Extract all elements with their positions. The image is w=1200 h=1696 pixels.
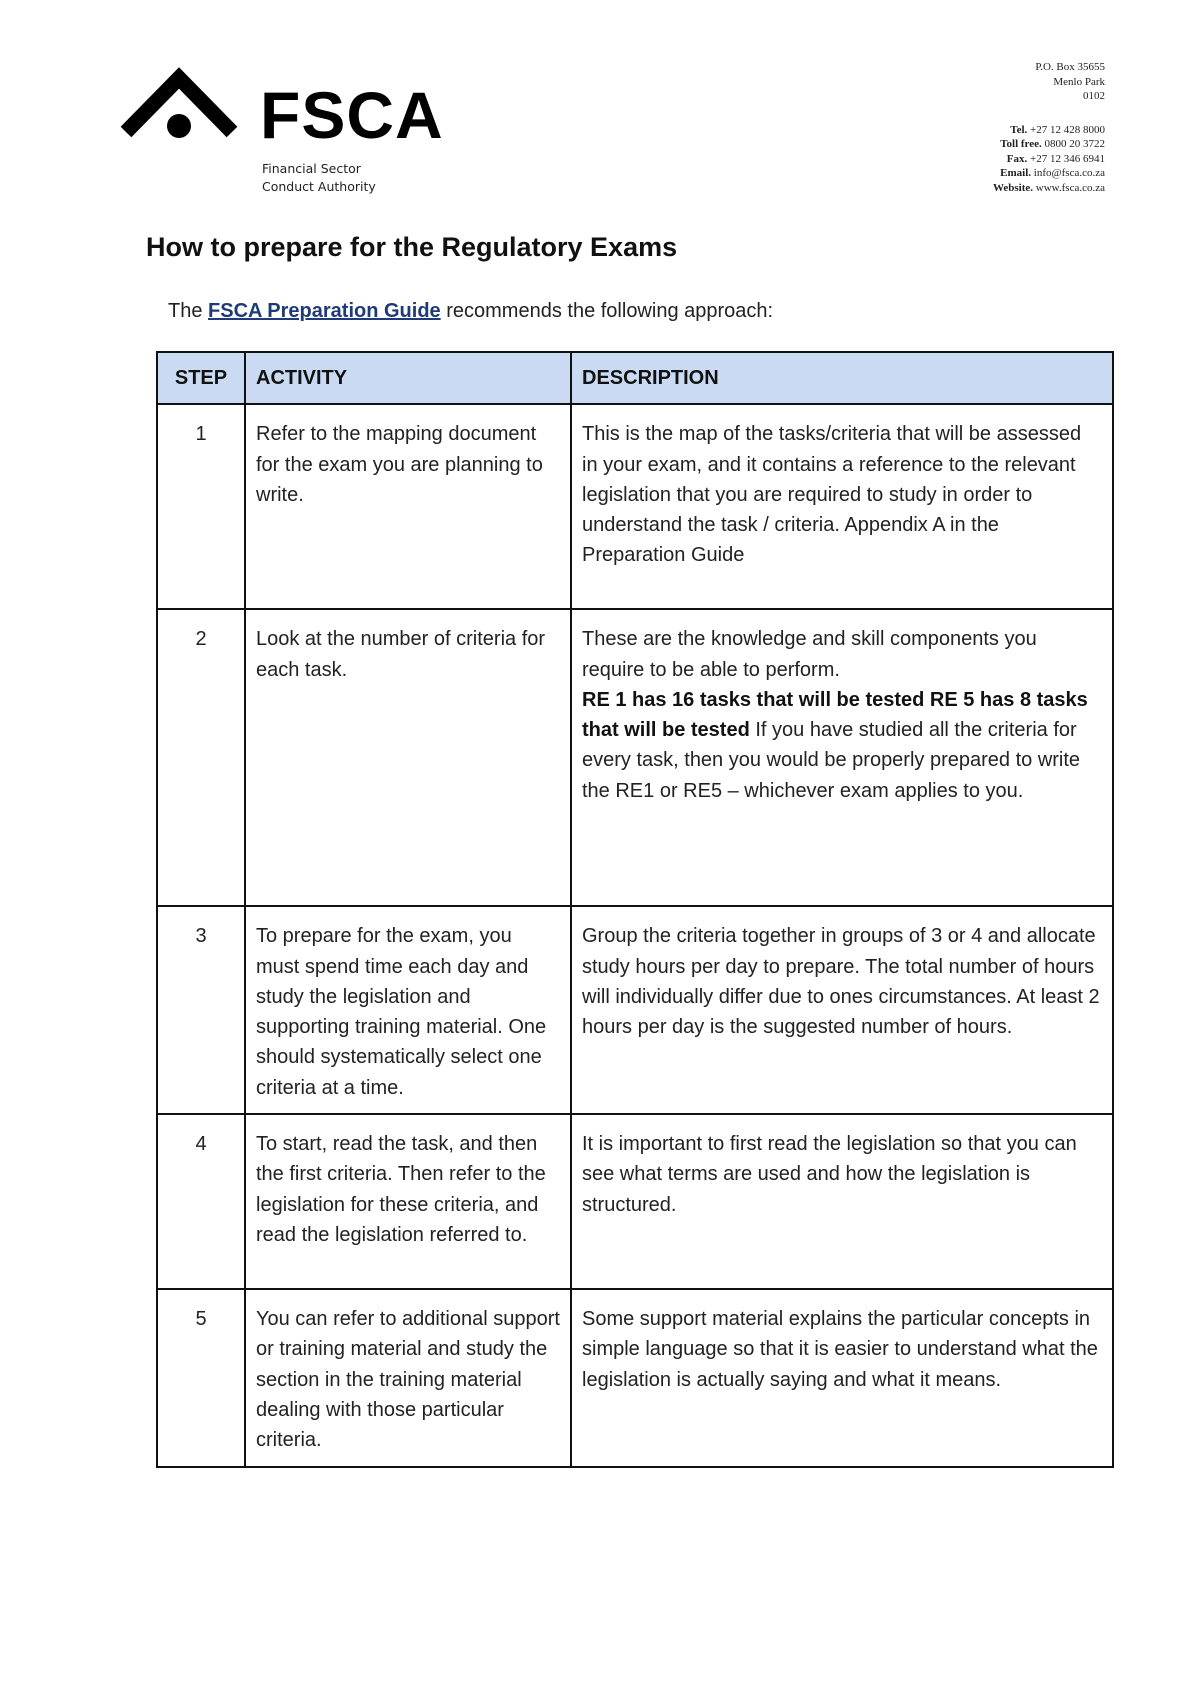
logo-subtitle: Financial Sector Conduct Authority: [262, 161, 376, 194]
step-activity: You can refer to additional support or training material and study the section in the training material dealing with those particular criteria.: [245, 1289, 571, 1466]
step-activity: Refer to the mapping document for the exam you are planning to write.: [245, 404, 571, 609]
step-number: 3: [157, 906, 245, 1114]
area: Menlo Park: [1053, 75, 1105, 88]
fsca-roof-icon: [118, 64, 248, 144]
step-number: 5: [157, 1289, 245, 1466]
logo-wordmark: FSCA: [260, 78, 444, 152]
step-description: These are the knowledge and skill components you require to be able to perform. RE 1 has 16 tasks that will be tested RE 5 has 8 tasks that will be tested If you have studied all the criteria for every task, then you would be properly prepared to write the RE1 or RE5 – whichever exam applies to you.: [571, 609, 1113, 906]
intro-paragraph: The FSCA Preparation Guide recommends the following approach:: [168, 300, 774, 322]
preparation-guide-link[interactable]: FSCA Preparation Guide: [208, 300, 441, 322]
step-number: 1: [157, 404, 245, 609]
tollfree-line: Toll free. 0800 20 3722: [1000, 138, 1105, 150]
email-line: Email. info@fsca.co.za: [1000, 167, 1105, 179]
tel-line: Tel. +27 12 428 8000: [1010, 123, 1105, 136]
header-step: STEP: [157, 352, 245, 404]
postal-code: 0102: [1083, 90, 1105, 102]
step-description-emphasis: RE 1 has 16 tasks that will be tested RE 5 has 8 tasks that will be tested: [582, 688, 1088, 742]
table-header-row: [157, 352, 1113, 404]
step-description: It is important to first read the legislation so that you can see what terms are used and how the legislation is structured.: [571, 1114, 1113, 1289]
website-line: Website. www.fsca.co.za: [992, 181, 1105, 194]
po-box: P.O. Box 35655: [1035, 61, 1105, 73]
fsca-logo: [118, 64, 478, 204]
step-activity: To start, read the task, and then the first criteria. Then refer to the legislation for these criteria, and read the legislation referred to.: [245, 1114, 571, 1289]
preparation-steps-table: [156, 351, 1114, 1468]
table-row: [157, 906, 1113, 1114]
header-description: DESCRIPTION: [571, 352, 1113, 404]
table-row: [157, 1114, 1113, 1289]
table-row: [157, 609, 1113, 906]
step-activity: Look at the number of criteria for each task.: [245, 609, 571, 906]
header-activity: ACTIVITY: [245, 352, 571, 404]
page-title: How to prepare for the Regulatory Exams: [146, 232, 678, 262]
table-row: [157, 404, 1113, 609]
step-description: Group the criteria together in groups of 3 or 4 and allocate study hours per day to prepare. The total number of hours will individually differ due to ones circumstances. At least 2 hours per day is the suggested number of hours.: [571, 906, 1113, 1114]
step-number: 2: [157, 609, 245, 906]
fax-line: Fax. +27 12 346 6941: [1006, 152, 1105, 165]
step-activity: To prepare for the exam, you must spend time each day and study the legislation and supporting training material. One should systematically select one criteria at a time.: [245, 906, 571, 1114]
contact-block: [993, 60, 1105, 195]
step-number: 4: [157, 1114, 245, 1289]
step-description: This is the map of the tasks/criteria that will be assessed in your exam, and it contains a reference to the relevant legislation that you are required to study in order to understand the task / criteria. Appendix A in the Preparation Guide: [571, 404, 1113, 609]
step-description: Some support material explains the particular concepts in simple language so that it is easier to understand what the legislation is actually saying and what it means.: [571, 1289, 1113, 1466]
table-row: [157, 1289, 1113, 1466]
